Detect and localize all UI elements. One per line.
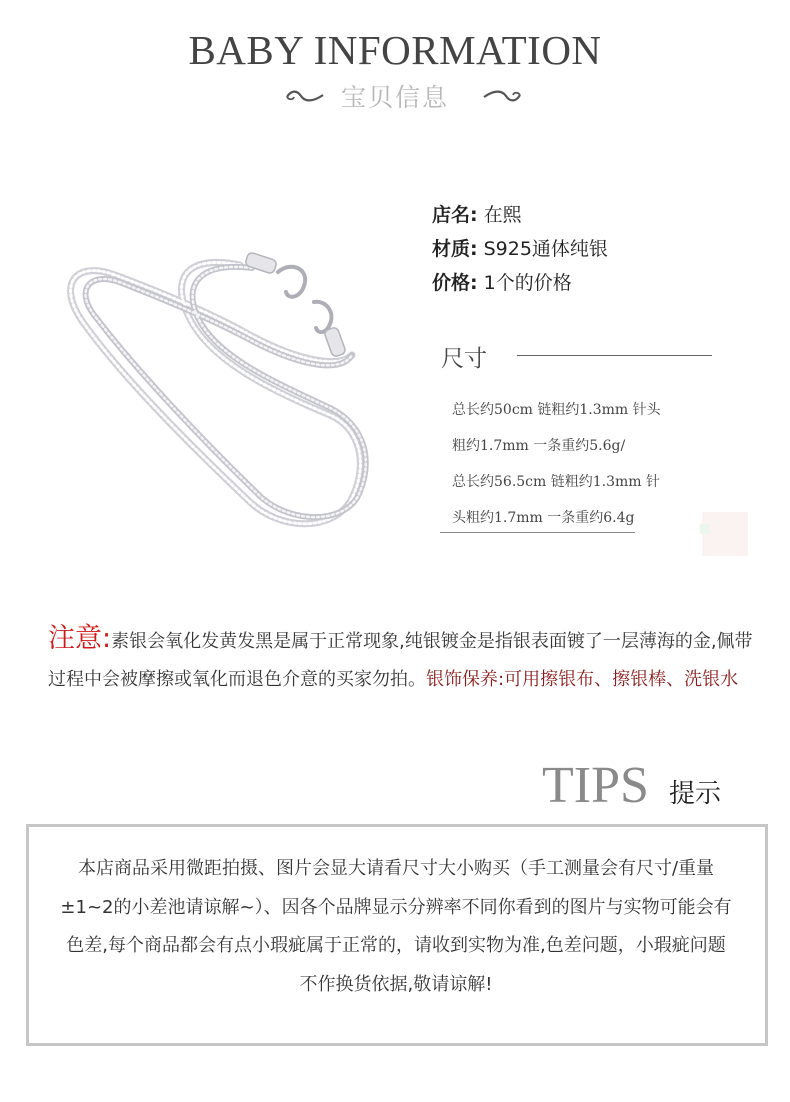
page-title: BABY INFORMATION bbox=[188, 27, 602, 73]
tips-title-cn: 提示 bbox=[669, 779, 722, 809]
size-bottom-divider bbox=[440, 532, 635, 533]
spec-key: 材质: bbox=[432, 238, 478, 260]
care-instructions: 银饰保养:可用擦银布、擦银棒、洗银水 bbox=[426, 669, 739, 690]
product-image-necklace bbox=[30, 240, 380, 550]
size-description bbox=[452, 392, 712, 536]
spec-row-shop bbox=[432, 198, 608, 232]
size-line: 粗约1.7mm 一条重约5.6g/ bbox=[452, 438, 626, 454]
size-heading: 尺寸 bbox=[441, 346, 487, 372]
spec-list bbox=[432, 198, 608, 300]
spec-key: 店名: bbox=[432, 204, 478, 226]
spec-value: 在熙 bbox=[483, 204, 522, 226]
spec-value: 1个的价格 bbox=[483, 272, 572, 294]
tips-body: 本店商品采用微距拍摄、图片会显大请看尺寸大小购买（手工测量会有尺寸/重量±1~2的小差池请谅解~）、因各个品牌显示分辨率不同你看到的图片与实物可能会有色差,每个商品都会有点小瑕疵属于正常的，请收到实物为准,色差问题，小瑕疵问题不作换货依据,敬请谅解! bbox=[60, 858, 732, 995]
notice-label: 注意: bbox=[48, 623, 112, 654]
spec-key: 价格: bbox=[432, 272, 478, 294]
spec-value: S925通体纯银 bbox=[483, 238, 608, 260]
decorative-swatch bbox=[702, 512, 748, 556]
notice-body: 素银会氧化发黄发黑是属于正常现象,纯银镀金是指银表面镀了一层薄海的金,佩带过程中会被摩擦或氧化而退色介意的买家勿拍。 bbox=[48, 631, 753, 690]
tips-title-en: TIPS bbox=[542, 757, 649, 814]
spec-row-material bbox=[432, 232, 608, 266]
decorative-swatch-accent bbox=[700, 524, 710, 534]
size-line: 总长约56.5cm 链粗约1.3mm 针 bbox=[452, 474, 661, 490]
size-line: 头粗约1.7mm 一条重约6.4g bbox=[452, 510, 635, 526]
care-notice bbox=[48, 620, 760, 699]
right-flourish-icon bbox=[480, 86, 524, 106]
size-line: 总长约50cm 链粗约1.3mm 针头 bbox=[452, 402, 661, 418]
size-divider bbox=[517, 355, 712, 356]
spec-row-price bbox=[432, 266, 608, 300]
page-subtitle: 宝贝信息 bbox=[340, 83, 449, 112]
